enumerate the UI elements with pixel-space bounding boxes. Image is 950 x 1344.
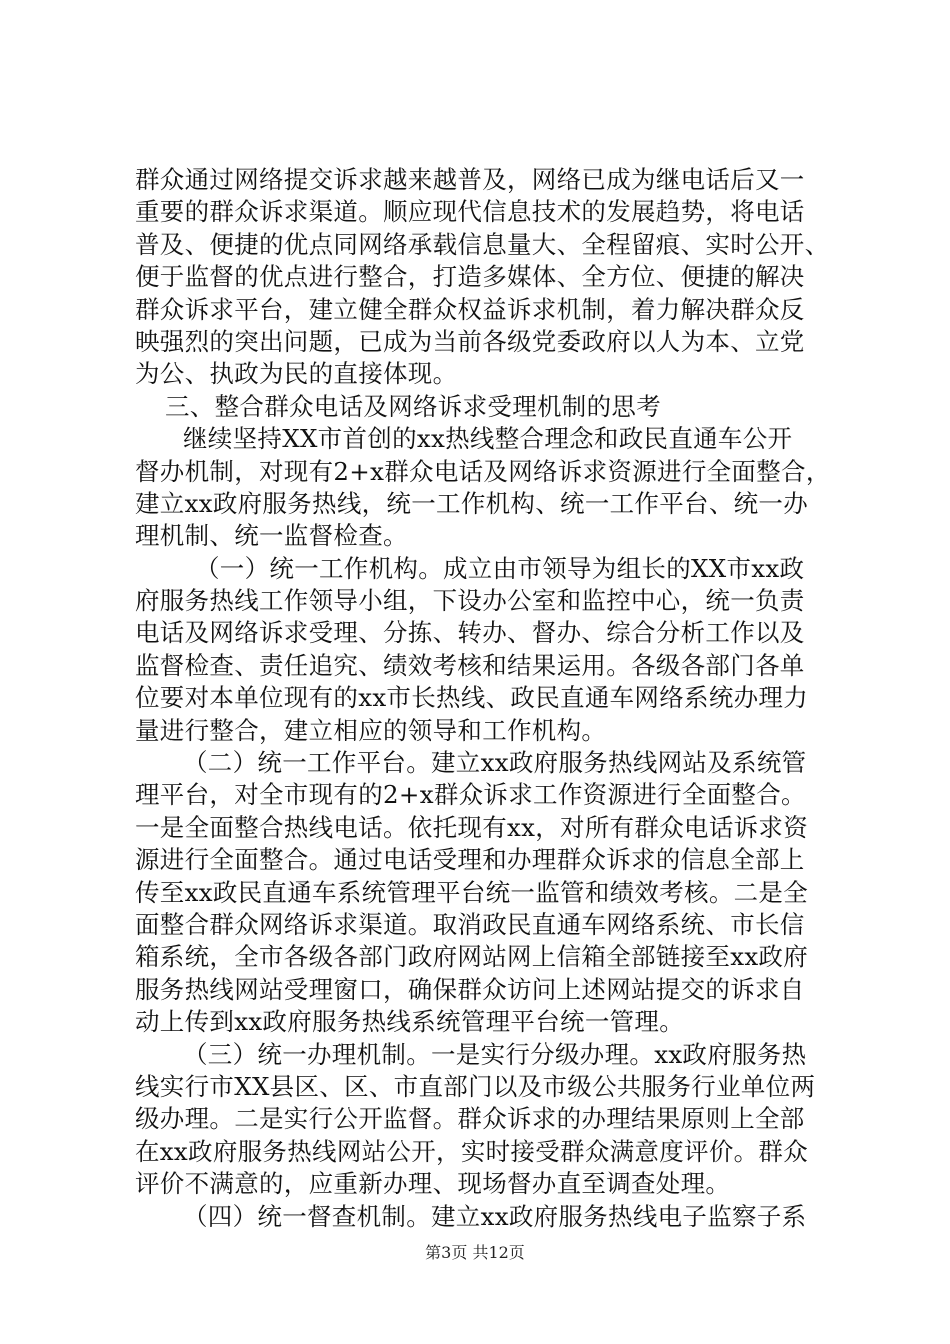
text-line: 传至xx政民直通车系统管理平台统一监管和绩效考核。二是全 bbox=[135, 877, 809, 907]
text-line: 量进行整合，建立相应的领导和工作机构。 bbox=[135, 715, 607, 745]
body-text bbox=[135, 164, 835, 1233]
text-line: 一是全面整合热线电话。依托现有xx，对所有群众电话诉求资 bbox=[135, 812, 809, 842]
text-line: 便于监督的优点进行整合，打造多媒体、全方位、便捷的解决 bbox=[135, 262, 805, 292]
text-line: 位要对本单位现有的xx市长热线、政民直通车网络系统办理力 bbox=[135, 683, 809, 713]
text-line: 理平台，对全市现有的2+x群众诉求工作资源进行全面整合。 bbox=[135, 780, 806, 810]
text-line: 面整合群众网络诉求渠道。取消政民直通车网络系统、市长信 bbox=[135, 909, 805, 939]
subsection-heading: （二）统一工作平台。建立xx政府服务热线网站及系统管 bbox=[183, 748, 807, 778]
subsection-heading: （一）统一工作机构。成立由市领导为组长的XX市xx政 bbox=[195, 553, 805, 583]
text-line: 府服务热线工作领导小组，下设办公室和监控中心，统一负责 bbox=[135, 586, 805, 616]
text-line: 普及、便捷的优点同网络承载信息量大、全程留痕、实时公开、 bbox=[135, 229, 830, 259]
text-line: 动上传到xx政府服务热线系统管理平台统一管理。 bbox=[135, 1007, 685, 1037]
subsection-heading: （四）统一督查机制。建立xx政府服务热线电子监察子系 bbox=[183, 1201, 807, 1231]
section-heading: 三、整合群众电话及网络诉求受理机制的思考 bbox=[165, 391, 661, 421]
text-line: 电话及网络诉求受理、分拣、转办、督办、综合分析工作以及 bbox=[135, 618, 805, 648]
text-line: 督办机制，对现有2+x群众电话及网络诉求资源进行全面整合， bbox=[135, 456, 831, 486]
text-line: 群众通过网络提交诉求越来越普及，网络已成为继电话后又一 bbox=[135, 165, 805, 194]
text-line: 理机制、统一监督检查。 bbox=[135, 521, 408, 551]
text-line: 评价不满意的，应重新办理、现场督办直至调查处理。 bbox=[135, 1169, 731, 1199]
text-line: 建立xx政府服务热线，统一工作机构、统一工作平台、统一办 bbox=[135, 488, 809, 518]
text-line: 源进行全面整合。通过电话受理和办理群众诉求的信息全部上 bbox=[135, 845, 805, 875]
text-line: 继续坚持XX市首创的xx热线整合理念和政民直通车公开 bbox=[183, 424, 793, 454]
text-line: 为公、执政为民的直接体现。 bbox=[135, 359, 458, 389]
text-line: 在xx政府服务热线网站公开，实时接受群众满意度评价。群众 bbox=[135, 1136, 809, 1166]
text-line: 服务热线网站受理窗口，确保群众访问上述网站提交的诉求自 bbox=[135, 974, 805, 1004]
text-line: 线实行市XX县区、区、市直部门以及市级公共服务行业单位两 bbox=[135, 1071, 816, 1101]
text-line: 监督检查、责任追究、绩效考核和结果运用。各级各部门各单 bbox=[135, 650, 805, 680]
subsection-heading: （三）统一办理机制。一是实行分级办理。xx政府服务热 bbox=[183, 1039, 807, 1069]
page-number-footer: 第3页 共12页 bbox=[425, 1243, 525, 1262]
text-line: 群众诉求平台，建立健全群众权益诉求机制，着力解决群众反 bbox=[135, 294, 805, 324]
text-line: 映强烈的突出问题，已成为当前各级党委政府以人为本、立党 bbox=[135, 326, 805, 356]
text-line: 重要的群众诉求渠道。顺应现代信息技术的发展趋势，将电话 bbox=[135, 197, 805, 227]
text-line: 箱系统，全市各级各部门政府网站网上信箱全部链接至xx政府 bbox=[135, 942, 809, 972]
text-line: 级办理。二是实行公开监督。群众诉求的办理结果原则上全部 bbox=[135, 1104, 805, 1134]
